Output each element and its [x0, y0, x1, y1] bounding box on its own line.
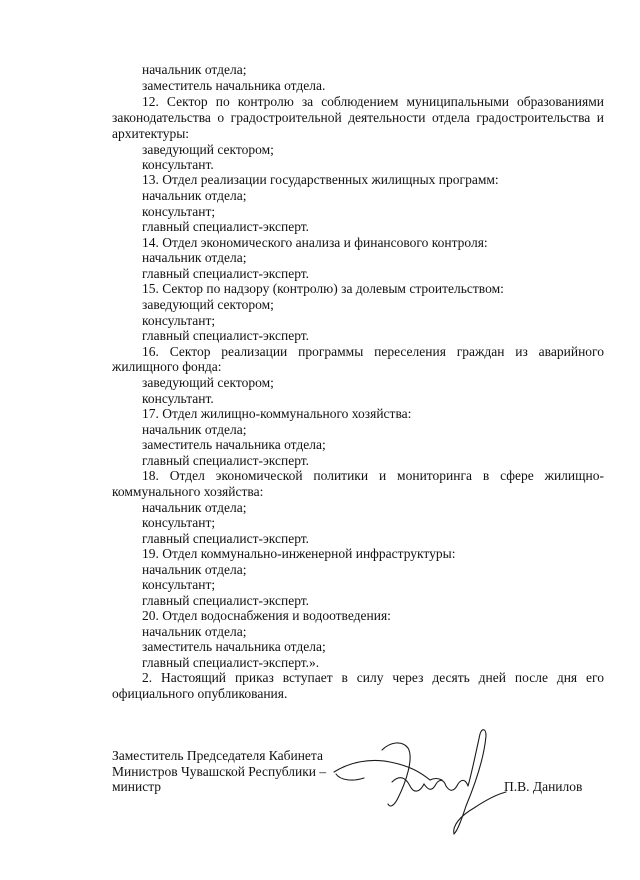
signatory-title-line-1: Заместитель Председателя Кабинета — [112, 748, 323, 763]
signatory-name: П.В. Данилов — [504, 779, 583, 794]
text-line: коммунального хозяйства: — [112, 484, 264, 499]
text-line: архитектуры: — [112, 126, 190, 141]
text-line: законодательства о градостроительной деятельности отдела градостроительства и — [112, 110, 604, 125]
text-line: главный специалист-эксперт.». — [142, 655, 320, 670]
paragraph-line: официального опубликования. — [112, 686, 288, 701]
text-line: жилищного фонда: — [112, 359, 222, 374]
text-line: консультант. — [142, 391, 214, 406]
section-heading: 13. Отдел реализации государственных жилищных программ: — [142, 172, 499, 187]
text-line: консультант; — [142, 577, 216, 592]
paragraph-line: 2. Настоящий приказ вступает в силу через десять дней после дня его — [142, 670, 604, 685]
text-line: начальник отдела; — [142, 422, 247, 437]
handwritten-signature — [330, 722, 510, 842]
text-line: консультант. — [142, 157, 214, 172]
section-heading: 14. Отдел экономического анализа и финансового контроля: — [142, 235, 488, 250]
section-heading: 15. Сектор по надзору (контролю) за долевым строительством: — [142, 281, 504, 296]
text-line: главный специалист-эксперт. — [142, 219, 310, 234]
text-line: консультант; — [142, 515, 216, 530]
section-heading: 17. Отдел жилищно-коммунального хозяйства: — [142, 406, 412, 421]
text-line: главный специалист-эксперт. — [142, 531, 310, 546]
text-line: консультант; — [142, 313, 216, 328]
text-line: главный специалист-эксперт. — [142, 453, 310, 468]
section-heading: 16. Сектор реализации программы переселения граждан из аварийного — [142, 344, 604, 359]
section-heading: 19. Отдел коммунально-инженерной инфраструктуры: — [142, 546, 456, 561]
text-line: начальник отдела; — [142, 62, 247, 77]
text-line: начальник отдела; — [142, 500, 247, 515]
section-heading: 12. Сектор по контролю за соблюдением муниципальными образованиями — [142, 94, 604, 109]
text-line: заместитель начальника отдела; — [142, 639, 326, 654]
text-line: заместитель начальника отдела; — [142, 437, 326, 452]
section-heading: 18. Отдел экономической политики и мониторинга в сфере жилищно- — [142, 468, 604, 483]
text-line: начальник отдела; — [142, 562, 247, 577]
text-line: заведующий сектором; — [142, 142, 274, 157]
section-heading: 20. Отдел водоснабжения и водоотведения: — [142, 608, 391, 623]
text-line: главный специалист-эксперт. — [142, 593, 310, 608]
text-line: главный специалист-эксперт. — [142, 328, 310, 343]
text-line: начальник отдела; — [142, 624, 247, 639]
text-line: консультант; — [142, 204, 216, 219]
text-line: заместитель начальника отдела. — [142, 78, 326, 93]
text-line: начальник отдела; — [142, 250, 247, 265]
signatory-title-line-3: министр — [112, 779, 162, 794]
text-line: заведующий сектором; — [142, 297, 274, 312]
text-line: заведующий сектором; — [142, 375, 274, 390]
text-line: главный специалист-эксперт. — [142, 266, 310, 281]
text-line: начальник отдела; — [142, 188, 247, 203]
signatory-title-line-2: Министров Чувашской Республики – — [112, 764, 327, 779]
